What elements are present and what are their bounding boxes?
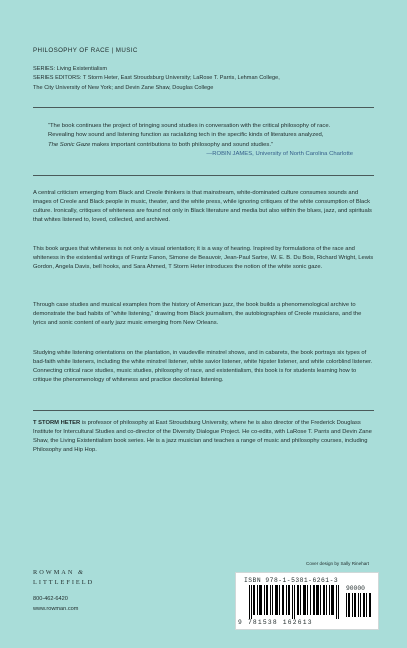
divider-top (33, 107, 374, 108)
publisher-block (33, 568, 94, 614)
description-paragraph-1: A central criticism emerging from Black and Creole thinkers is that mainstream, white-dominated culture consumes sounds and images of Creole and Black people in music, theater, and the white press, while ignoring critiques of the white consumption of Black culture. Ironically, critiques of whiteness are found not only in Black literature and media but also within the blues, jazz, and spirituals that whites listened to, loved, collected, and archived. (33, 190, 372, 223)
quote-line-last (48, 141, 353, 150)
publisher-ampersand: & (77, 569, 85, 576)
series-editors-line-continued: The City University of New York; and Devin Zane Shaw, Douglas College (33, 84, 214, 91)
publisher-name-part2: LITTLEFIELD (33, 579, 95, 586)
barcode-block (235, 572, 379, 630)
endorsement-attribution: —ROBIN JAMES, University of North Carolina Charlotte (206, 150, 353, 157)
price-code: 90000 (346, 585, 365, 592)
quoted-book-title: The Sonic Gaze (48, 141, 91, 148)
author-bio (33, 419, 375, 455)
endorsement-quote (48, 122, 353, 159)
divider-bottom (33, 410, 374, 411)
barcode-digits: 9 781538 162613 (238, 619, 313, 626)
author-bio-text: is professor of philosophy at East Stroudsburg University, where he is also director of the Frederick Douglass Institute for Intercultural Studies and co-director of the Diversity Dialogue Project. He co-edits, with LaRose T. Parris and Devin Zane Shaw, the Living Existentialism book series. He is a jazz musician and teaches a range of music and philosophy courses, including Philosophy and Hip Hop. (33, 420, 372, 453)
isbn-barcode (248, 585, 340, 619)
cover-design-credit: Cover design by Sally Rinehart (306, 561, 370, 566)
series-info (33, 65, 373, 93)
quote-line: “The book continues the project of bringing sound studies in conversation with the critical philosophy of race. (48, 123, 331, 129)
series-editors-line: SERIES EDITORS: T Storm Heter, East Stroudsburg University; LaRose T. Parris, Lehman College, (33, 75, 280, 82)
publisher-name-part1: ROWMAN (33, 569, 75, 576)
publisher-phone: 800-462-6420 (33, 596, 68, 602)
quote-line: Revealing how sound and listening function as racializing tech in the specific kinds of literatures analyzed, (48, 132, 324, 139)
price-barcode (346, 593, 372, 617)
description-paragraph-3: Through case studies and musical examples from the history of American jazz, the book builds a phenomenological archive to demonstrate the bad habits of “white listening,” drawing from Black journalism, the autobiographies of Creole musicians, and the lyrics and sonic content of early jazz music emerging from New Orleans. (33, 302, 362, 326)
subject-category: PHILOSOPHY OF RACE | MUSIC (33, 47, 138, 54)
publisher-logo (33, 568, 94, 588)
isbn-label: ISBN 978-1-5381-6261-3 (244, 577, 339, 584)
series-line: SERIES: Living Existentialism (33, 66, 107, 72)
divider-middle (33, 175, 374, 176)
quote-line-rest: makes important contributions to both philosophy and sound studies.” (90, 141, 273, 148)
author-name: T STORM HETER (33, 420, 81, 426)
publisher-website: www.rowman.com (33, 605, 79, 612)
description-paragraph-2: This book argues that whiteness is not only a visual orientation; it is a way of hearing. Inspired by formulations of the race and whiteness in the existential writings of Frantz Fanon, Simone de Beauvoir, Jean-Paul Sartre, W. E. B. Du Bois, Richard Wright, Lewis Gordon, Angela Davis, bell hooks, and Sara Ahmed, T Storm Heter introduces the notion of the white sonic gaze. (33, 246, 374, 270)
description-paragraph-4: Studying white listening orientations on the plantation, in vaudeville minstrel shows, and in cabarets, the book portrays six types of bad-faith white listeners, including the white minstrel listener, white savior listener, white hipster listener, and white colorblind listener. Connecting critical race studies, music studies, philosophy of race, and existentialism, this book is for students learning how to critique the phenomenology of whiteness and practice decolonial listening. (33, 350, 373, 383)
